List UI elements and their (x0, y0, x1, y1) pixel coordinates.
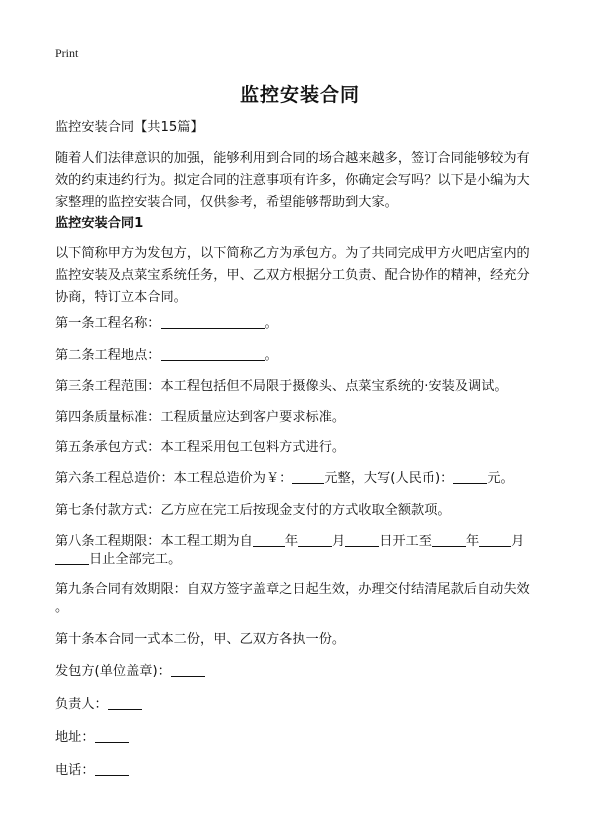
employer-blank[interactable] (171, 662, 205, 677)
project-name-blank[interactable] (161, 314, 265, 329)
start-year-unit: 年 (284, 534, 298, 549)
clause-6-end: 元。 (487, 471, 514, 486)
signature-address (55, 727, 129, 749)
intro-line: 效的约束违约行为。拟定合同的注意事项有许多，你确定会写吗？以下是小编为大 (55, 173, 530, 188)
clause-9 (55, 579, 555, 619)
end-year-blank[interactable] (432, 532, 466, 547)
intro-line: 家整理的监控安装合同，仅供参考，希望能够帮助到大家。 (55, 195, 398, 210)
preamble-paragraph (55, 243, 555, 309)
clause-6-words-label: 元整，大写(人民币)： (324, 471, 454, 486)
clause-2-label: 第二条工程地点： (55, 348, 161, 363)
clause-7: 第七条付款方式：乙方应在完工后按现金支付的方式收取全额款项。 (55, 503, 451, 518)
address-blank[interactable] (95, 728, 129, 743)
end-month-unit: 月 (511, 534, 525, 549)
start-year-blank[interactable] (253, 532, 285, 547)
start-day-text: 日开工至 (379, 534, 432, 549)
clause-8-label: 第八条工程期限：本工程工期为自 (55, 534, 253, 549)
page-title: 监控安装合同 (239, 84, 360, 106)
signature-phone (55, 760, 129, 782)
preamble-line: 以下简称甲方为发包方，以下简称乙方为承包方。为了共同完成甲方火吧店室内的 (55, 246, 530, 261)
preamble-line: 协商，特订立本合同。 (55, 290, 187, 305)
phone-blank[interactable] (95, 761, 129, 776)
clause-1 (55, 313, 278, 335)
end-day-blank[interactable] (55, 550, 89, 565)
clause-5: 第五条承包方式：本工程采用包工包料方式进行。 (55, 440, 346, 455)
clause-9-line: 。 (55, 600, 69, 615)
start-month-blank[interactable] (298, 532, 332, 547)
price-words-blank[interactable] (453, 469, 487, 484)
intro-line: 随着人们法律意识的加强，能够利用到合同的场合越来越多，签订合同能够较为有 (55, 151, 530, 166)
clause-6-price-label: 第六条工程总造价：本工程总造价为￥： (55, 471, 293, 486)
person-label: 负责人： (55, 697, 108, 712)
address-label: 地址： (55, 730, 95, 745)
clause-4: 第四条质量标准：工程质量应达到客户要求标准。 (55, 410, 346, 425)
end-year-unit: 年 (465, 534, 480, 549)
end-day-text: 日止全部完工。 (89, 552, 182, 567)
clause-9-line: 第九条合同有效期限：自双方签字盖章之日起生效，办理交付结清尾款后自动失效 (55, 582, 530, 597)
end-month-blank[interactable] (479, 532, 511, 547)
start-month-unit: 月 (332, 534, 346, 549)
person-blank[interactable] (108, 695, 142, 710)
clause-6 (55, 468, 514, 490)
clause-8-continued (55, 549, 181, 571)
clause-1-label: 第一条工程名称： (55, 316, 161, 331)
clause-10: 第十条本合同一式本二份，甲、乙双方各执一份。 (55, 632, 346, 647)
print-label[interactable]: Print (55, 46, 79, 60)
signature-employer (55, 661, 205, 683)
clause-2-end: 。 (264, 348, 278, 363)
collection-label: 监控安装合同【共15篇】 (55, 120, 204, 135)
start-day-blank[interactable] (345, 532, 379, 547)
phone-label: 电话： (55, 763, 95, 778)
intro-paragraph (55, 148, 555, 214)
employer-label: 发包方(单位盖章)： (55, 664, 171, 679)
project-location-blank[interactable] (161, 346, 265, 361)
section-heading: 监控安装合同1 (55, 216, 144, 231)
price-digits-blank[interactable] (292, 469, 324, 484)
preamble-line: 监控安装及点菜宝系统任务，甲、乙双方根据分工负责、配合协作的精神，经充分 (55, 268, 530, 283)
clause-1-end: 。 (264, 316, 278, 331)
signature-person (55, 694, 142, 716)
clause-3: 第三条工程范围：本工程包括但不局限于摄像头、点菜宝系统的·安装及调试。 (55, 379, 508, 394)
clause-2 (55, 345, 278, 367)
